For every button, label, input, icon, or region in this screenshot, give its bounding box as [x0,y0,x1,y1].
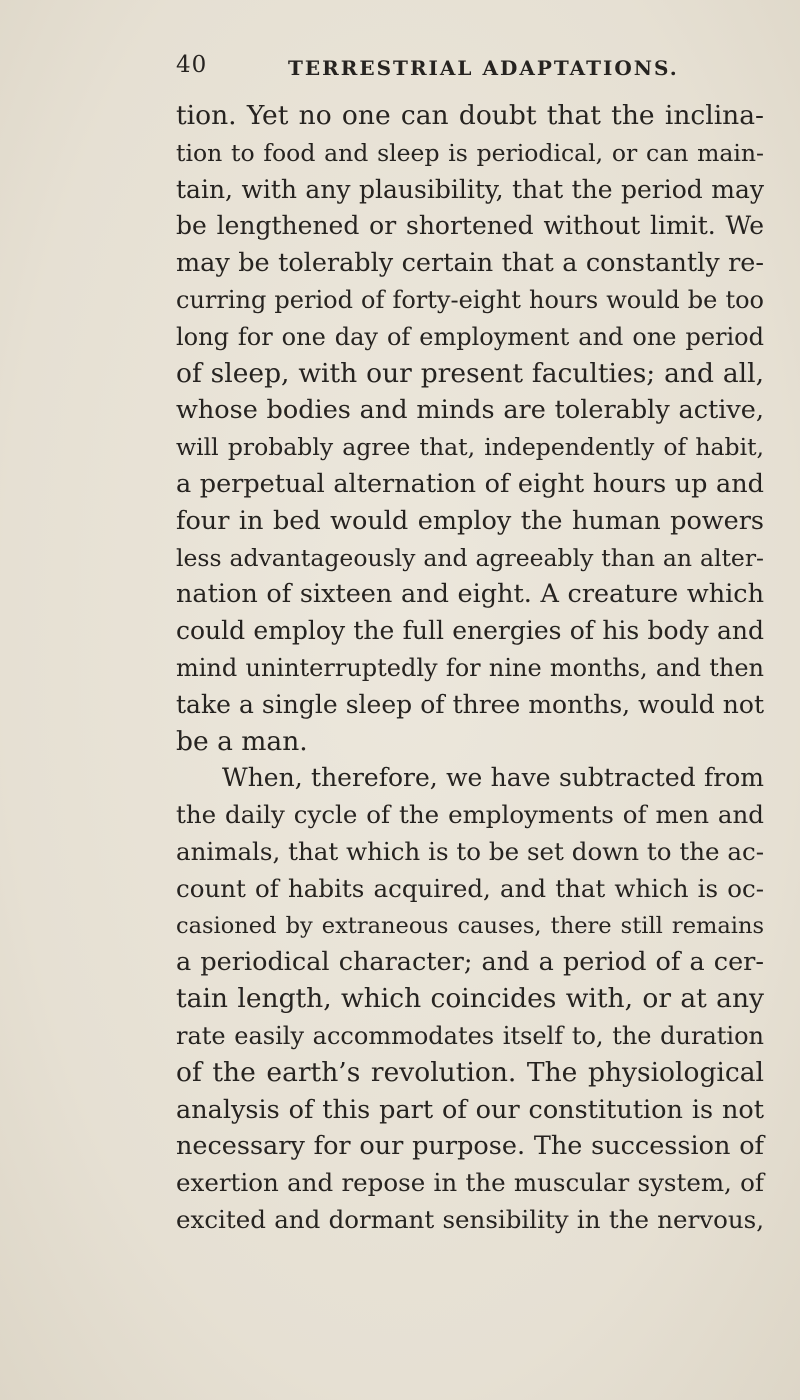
text-line: a perpetual alternation of eight hours up and [176,468,764,499]
text-line: analysis of this part of our constitution is not [176,1094,764,1125]
text-line: tain length, which coincides with, or at any [176,983,764,1015]
text-line: long for one day of employment and one period [176,322,764,351]
text-line: rate easily accommodates itself to, the duration [176,1021,764,1050]
paragraph-first-line: When, therefore, we have subtracted from [222,763,764,793]
text-line: a periodical character; and a period of a cer- [176,947,764,978]
text-line: tain, with any plausibility, that the period may [176,174,764,204]
text-line: excited and dormant sensibility in the nervous, [176,1204,764,1234]
text-line: tion to food and sleep is periodical, or can main- [176,138,764,167]
text-line: necessary for our purpose. The succession of [176,1131,764,1162]
page-number: 40 [176,52,208,78]
text-line: will probably agree that, independently of habit, [176,433,764,462]
text-line: casioned by extraneous causes, there still remains [176,912,764,939]
text-line: nation of sixteen and eight. A creature which [176,579,764,610]
text-line: whose bodies and minds are tolerably active, [176,395,764,426]
running-head-title: TERRESTRIAL ADAPTATIONS. [288,56,679,80]
text-line: take a single sleep of three months, would not [176,689,764,719]
text-line: less advantageously and agreeably than an alter- [176,543,764,572]
text-line: animals, that which is to be set down to the ac- [176,836,764,866]
text-line: of the earth’s revolution. The physiological [176,1056,764,1088]
text-line: the daily cycle of the employments of men and [176,800,764,830]
text-line: curring period of forty-eight hours would be too [176,285,764,314]
text-line: could employ the full energies of his body and [176,616,764,646]
text-line: four in bed would employ the human powers [176,505,764,536]
text-line: mind uninterruptedly for nine months, and then [176,653,764,682]
text-line: may be tolerably certain that a constantly re- [176,248,764,279]
body-text [176,98,764,1239]
text-line: count of habits acquired, and that which is oc- [176,873,764,903]
text-line: exertion and repose in the muscular system, of [176,1168,764,1198]
text-line: of sleep, with our present faculties; and all, [176,357,764,389]
text-line: be lengthened or shortened without limit. We [176,211,764,241]
text-line: tion. Yet no one can doubt that the inclina- [176,100,764,131]
paragraph-end-line: be a man. [176,725,308,757]
running-head [0,52,800,92]
